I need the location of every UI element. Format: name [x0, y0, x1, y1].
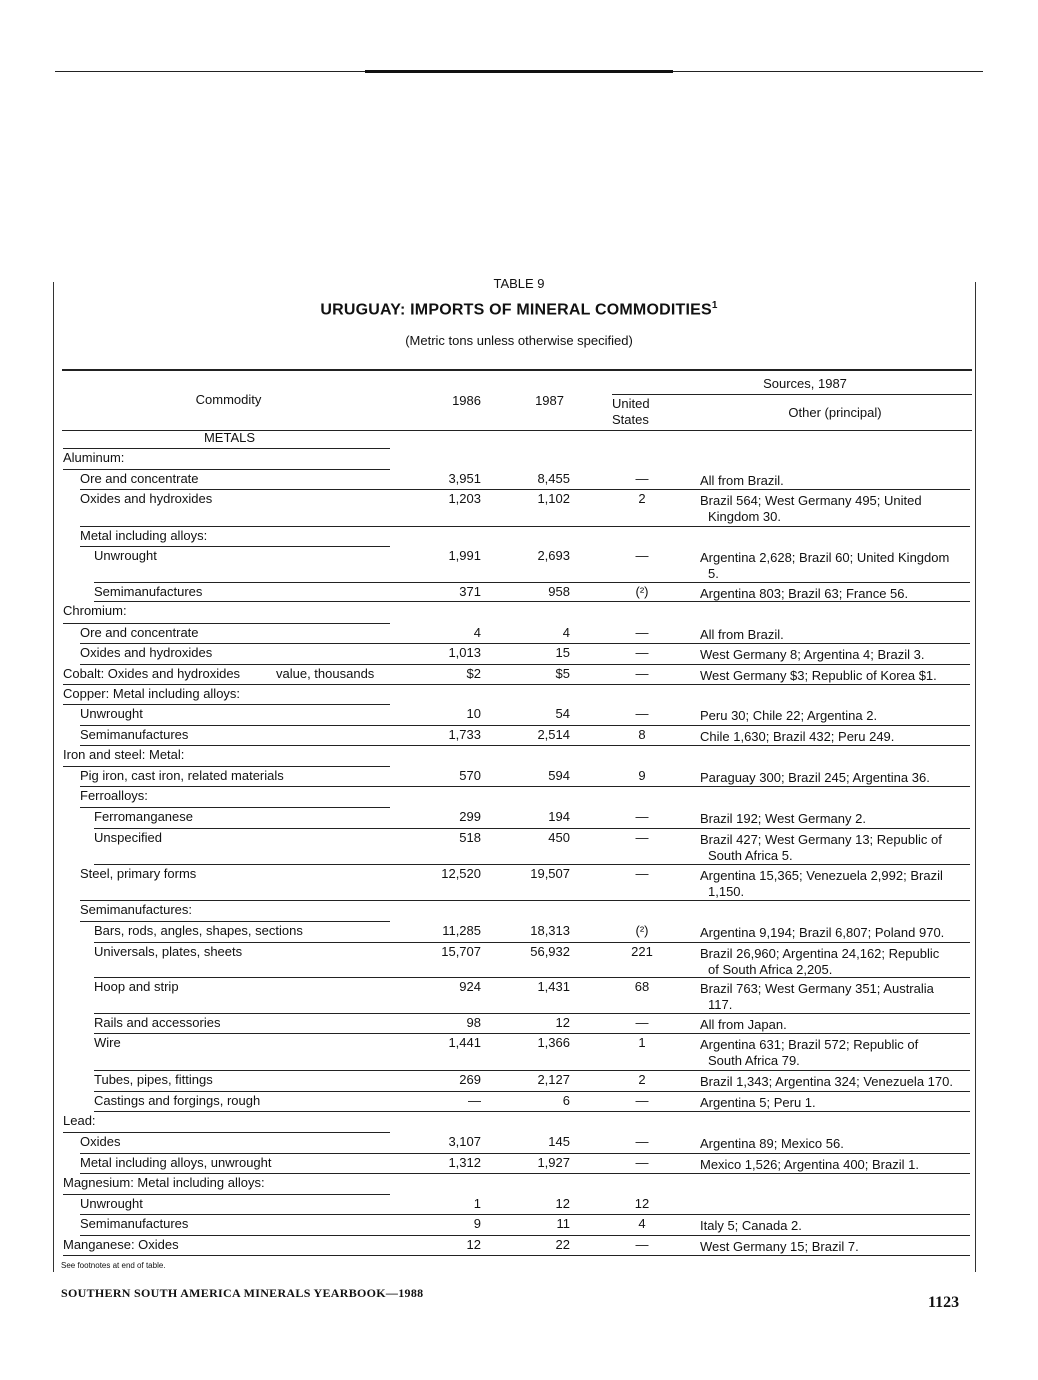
row-rule — [63, 704, 390, 705]
commodity-label: Semimanufactures — [80, 727, 189, 742]
value-1986: — — [468, 1093, 481, 1108]
table-row — [0, 727, 1038, 747]
value-1987: 22 — [555, 1237, 570, 1252]
row-rule — [80, 1173, 970, 1174]
table-row — [0, 747, 1038, 767]
value-united-states: — — [635, 1155, 649, 1170]
value-other-sources — [700, 1095, 970, 1111]
row-rule — [94, 864, 970, 865]
value-1986: 3,107 — [448, 1134, 481, 1149]
commodity-label: Ore and concentrate — [80, 625, 199, 640]
row-rule — [63, 1132, 390, 1133]
value-other-sources — [700, 1017, 970, 1033]
unit-label: value, thousands — [276, 666, 375, 681]
row-rule — [80, 489, 970, 490]
commodity-label: Oxides and hydroxides — [80, 645, 213, 660]
value-1986: 570 — [459, 768, 481, 783]
value-1987: 1,927 — [537, 1155, 570, 1170]
value-1987: 1,431 — [537, 979, 570, 994]
value-united-states: — — [635, 830, 649, 845]
value-united-states: — — [635, 866, 649, 881]
value-united-states: 8 — [638, 727, 646, 742]
value-other-sources — [700, 1218, 970, 1234]
value-united-states: — — [635, 471, 649, 486]
footnote: See footnotes at end of table. — [61, 1261, 166, 1270]
value-1986: 924 — [459, 979, 481, 994]
commodity-label: Unwrought — [94, 548, 157, 563]
value-1986: 11,285 — [442, 923, 481, 938]
row-rule — [63, 448, 390, 449]
row-rule — [80, 900, 970, 901]
table-row — [0, 1113, 1038, 1133]
value-1986: 98 — [466, 1015, 481, 1030]
header-1986: 1986 — [452, 393, 481, 408]
table-row — [0, 1134, 1038, 1154]
other-sources-line: Brazil 1,343; Argentina 324; Venezuela 170. — [700, 1074, 953, 1089]
table-row — [0, 528, 1038, 548]
commodity-label: Cobalt: Oxides and hydroxides — [63, 666, 241, 681]
other-sources-line: All from Brazil. — [700, 473, 784, 488]
value-other-sources — [700, 981, 970, 1013]
row-rule — [63, 1255, 970, 1256]
other-sources-line: All from Japan. — [700, 1017, 787, 1032]
value-other-sources — [700, 647, 970, 663]
row-rule — [63, 1194, 390, 1195]
other-sources-continuation: 117. — [708, 997, 733, 1012]
table-row — [0, 768, 1038, 788]
value-united-states: — — [635, 1134, 649, 1149]
other-sources-continuation: 5. — [708, 566, 719, 581]
other-sources-line: Argentina 803; Brazil 63; France 56. — [700, 586, 909, 601]
table-row — [0, 491, 1038, 524]
table-row — [0, 603, 1038, 623]
value-1987: 11 — [556, 1216, 570, 1231]
commodity-label: Unwrought — [80, 1196, 143, 1211]
value-1986: 10 — [466, 706, 481, 721]
commodity-label: Tubes, pipes, fittings — [94, 1072, 213, 1087]
commodity-label: Copper: Metal including alloys: — [63, 686, 241, 701]
table-row — [0, 979, 1038, 1012]
table-row — [0, 706, 1038, 726]
table-row — [0, 686, 1038, 706]
value-1986: 1,991 — [448, 548, 481, 563]
table-row — [0, 1175, 1038, 1195]
table-label: TABLE 9 — [493, 276, 545, 291]
section-heading: METALS — [203, 430, 256, 445]
commodity-label: Lead: — [63, 1113, 96, 1128]
row-rule — [94, 1091, 970, 1092]
value-united-states: 9 — [638, 768, 646, 783]
value-united-states: — — [635, 1015, 649, 1030]
value-united-states: — — [635, 645, 649, 660]
row-rule — [80, 546, 390, 547]
table-row — [0, 923, 1038, 943]
other-sources-line: Brazil 427; West Germany 13; Republic of — [700, 832, 942, 847]
value-united-states: (²) — [635, 584, 649, 599]
other-sources-line: West Germany 15; Brazil 7. — [700, 1239, 859, 1254]
other-sources-line: Argentina 2,628; Brazil 60; United Kingdom — [700, 550, 950, 565]
row-rule — [80, 807, 390, 808]
value-1987: 12 — [555, 1015, 570, 1030]
table-title: URUGUAY: IMPORTS OF MINERAL COMMODITIES$^1$ — [320, 300, 718, 319]
value-united-states: 221 — [631, 944, 653, 959]
commodity-label: Ferroalloys: — [80, 788, 148, 803]
commodity-label: Oxides and hydroxides — [80, 491, 213, 506]
row-rule — [63, 623, 390, 624]
value-other-sources — [700, 770, 970, 786]
header-sources: Sources, 1987 — [763, 376, 847, 391]
value-1987: 15 — [555, 645, 570, 660]
value-1986: 1,312 — [448, 1155, 481, 1170]
value-1986: 1,013 — [448, 645, 481, 660]
value-other-sources — [700, 925, 970, 941]
value-1986: 269 — [459, 1072, 481, 1087]
value-united-states: 2 — [638, 491, 646, 506]
value-other-sources — [700, 868, 970, 900]
other-sources-line: Brazil 763; West Germany 351; Australia — [700, 981, 934, 996]
commodity-label: Metal including alloys: — [80, 528, 208, 543]
row-rule — [94, 1111, 970, 1112]
value-1986: 1 — [473, 1196, 481, 1211]
other-sources-line: Argentina 9,194; Brazil 6,807; Poland 970. — [700, 925, 945, 940]
row-rule — [94, 977, 970, 978]
value-1987: 19,507 — [530, 866, 570, 881]
value-1986: 9 — [473, 1216, 481, 1231]
commodity-label: Ferromanganese — [94, 809, 193, 824]
value-1986: 1,733 — [448, 727, 481, 742]
row-rule — [80, 1214, 970, 1215]
value-other-sources — [700, 550, 970, 582]
value-1987: 194 — [548, 809, 570, 824]
row-rule — [94, 942, 970, 943]
other-sources-line: Chile 1,630; Brazil 432; Peru 249. — [700, 729, 895, 744]
value-other-sources — [700, 832, 970, 864]
row-rule — [63, 469, 390, 470]
commodity-label: Hoop and strip — [94, 979, 179, 994]
value-other-sources — [700, 1037, 970, 1069]
value-1987: 2,127 — [537, 1072, 570, 1087]
row-rule — [63, 684, 970, 685]
table-row — [0, 666, 1038, 686]
commodity-label: Ore and concentrate — [80, 471, 199, 486]
other-sources-line: Brazil 26,960; Argentina 24,162; Republic — [700, 946, 940, 961]
row-rule — [80, 664, 970, 665]
sources-rule — [612, 394, 972, 395]
value-1987: 12 — [555, 1196, 570, 1211]
header-rule-top — [62, 369, 972, 371]
table-subtitle: (Metric tons unless otherwise specified) — [405, 333, 633, 348]
value-1986: 3,951 — [448, 471, 481, 486]
value-1986: 299 — [459, 809, 481, 824]
other-sources-line: Argentina 15,365; Venezuela 2,992; Brazil — [700, 868, 943, 883]
table-row — [0, 944, 1038, 977]
commodity-label: Pig iron, cast iron, related materials — [80, 768, 284, 783]
row-rule — [94, 1013, 970, 1014]
value-1987: 54 — [555, 706, 570, 721]
commodity-label: Magnesium: Metal including alloys: — [63, 1175, 265, 1190]
other-sources-line: Brazil 564; West Germany 495; United — [700, 493, 922, 508]
value-1986: 1,203 — [448, 491, 481, 506]
value-united-states: 1 — [638, 1035, 646, 1050]
row-rule — [80, 643, 970, 644]
commodity-label: Wire — [94, 1035, 121, 1050]
table-row — [0, 809, 1038, 829]
value-other-sources — [700, 1157, 970, 1173]
value-1987: 1,366 — [537, 1035, 570, 1050]
value-1987: 594 — [548, 768, 570, 783]
commodity-label: Bars, rods, angles, shapes, sections — [94, 923, 303, 938]
value-1987: 2,693 — [537, 548, 570, 563]
commodity-label: Steel, primary forms — [80, 866, 197, 881]
other-sources-line: Argentina 631; Brazil 572; Republic of — [700, 1037, 919, 1052]
table-row — [0, 548, 1038, 581]
table-row — [0, 788, 1038, 808]
commodity-label: Oxides — [80, 1134, 121, 1149]
value-1987: $5 — [555, 666, 570, 681]
value-other-sources — [700, 729, 970, 745]
commodity-label: Semimanufactures — [80, 1216, 189, 1231]
row-rule — [94, 1070, 970, 1071]
commodity-label: Aluminum: — [63, 450, 125, 465]
value-1986: 15,707 — [441, 944, 481, 959]
table-row — [0, 830, 1038, 863]
other-sources-line: Argentina 5; Peru 1. — [700, 1095, 816, 1110]
other-sources-continuation: 1,150. — [708, 884, 745, 899]
table-row — [0, 1237, 1038, 1257]
value-1987: 2,514 — [537, 727, 570, 742]
value-1987: 145 — [548, 1134, 570, 1149]
other-sources-line: Argentina 89; Mexico 56. — [700, 1136, 844, 1151]
row-rule — [63, 766, 390, 767]
value-other-sources — [700, 668, 970, 684]
table-row — [0, 1015, 1038, 1035]
commodity-label: Unspecified — [94, 830, 162, 845]
value-united-states: — — [635, 1237, 649, 1252]
table-row — [0, 902, 1038, 922]
table-row — [0, 645, 1038, 665]
other-sources-line: Paraguay 300; Brazil 245; Argentina 36. — [700, 770, 930, 785]
value-united-states: 4 — [638, 1216, 646, 1231]
value-united-states: 68 — [634, 979, 650, 994]
row-rule — [94, 1033, 970, 1034]
commodity-label: Castings and forgings, rough — [94, 1093, 261, 1108]
table-row — [0, 1155, 1038, 1175]
value-united-states: — — [635, 809, 649, 824]
value-1987: 56,932 — [530, 944, 570, 959]
row-rule — [80, 1153, 970, 1154]
value-united-states: — — [635, 706, 649, 721]
row-rule — [80, 921, 390, 922]
row-rule — [80, 725, 970, 726]
value-united-states: — — [635, 548, 649, 563]
value-1986: 518 — [459, 830, 481, 845]
header-1987: 1987 — [535, 393, 564, 408]
commodity-label: Semimanufactures — [94, 584, 203, 599]
commodity-label: Metal including alloys, unwrought — [80, 1155, 272, 1170]
table-row — [0, 1093, 1038, 1113]
row-rule — [94, 828, 970, 829]
other-sources-line: Peru 30; Chile 22; Argentina 2. — [700, 708, 878, 723]
commodity-label: Chromium: — [63, 603, 127, 618]
value-1987: 1,102 — [537, 491, 570, 506]
value-1986: 12,520 — [441, 866, 481, 881]
value-1986: $2 — [466, 666, 481, 681]
value-united-states: — — [635, 625, 649, 640]
row-rule — [80, 786, 970, 787]
row-rule — [80, 1235, 970, 1236]
value-1986: 12 — [466, 1237, 481, 1252]
table-row — [0, 1196, 1038, 1216]
table-row — [0, 625, 1038, 645]
commodity-label: Rails and accessories — [94, 1015, 221, 1030]
value-other-sources — [700, 1239, 970, 1255]
commodity-label: Unwrought — [80, 706, 143, 721]
other-sources-continuation: South Africa 5. — [708, 848, 793, 863]
table-row — [0, 1035, 1038, 1068]
header-other: Other (principal) — [788, 405, 882, 420]
value-other-sources — [700, 586, 970, 602]
value-united-states: (²) — [635, 923, 649, 938]
table-row — [0, 1216, 1038, 1236]
other-sources-line: Italy 5; Canada 2. — [700, 1218, 802, 1233]
table-row — [0, 866, 1038, 899]
other-sources-continuation: South Africa 79. — [708, 1053, 800, 1068]
row-rule — [80, 745, 970, 746]
header-united-states: United States — [612, 396, 650, 427]
value-other-sources — [700, 473, 970, 489]
value-other-sources — [700, 493, 970, 525]
other-sources-line: Mexico 1,526; Argentina 400; Brazil 1. — [700, 1157, 919, 1172]
value-1987: 4 — [562, 625, 570, 640]
value-1986: 371 — [459, 584, 481, 599]
commodity-label: Manganese: Oxides — [63, 1237, 179, 1252]
value-1987: 450 — [548, 830, 570, 845]
value-1986: 1,441 — [448, 1035, 481, 1050]
other-sources-continuation: Kingdom 30. — [708, 509, 781, 524]
row-rule — [94, 601, 970, 602]
value-other-sources — [700, 1136, 970, 1152]
other-sources-line: Brazil 192; West Germany 2. — [700, 811, 866, 826]
value-united-states: 12 — [634, 1196, 650, 1211]
commodity-label: Iron and steel: Metal: — [63, 747, 185, 762]
running-footer: SOUTHERN SOUTH AMERICA MINERALS YEARBOOK—1988 — [61, 1286, 424, 1300]
row-rule — [94, 582, 970, 583]
other-sources-line: West Germany $3; Republic of Korea $1. — [700, 668, 937, 683]
value-united-states: — — [635, 1093, 649, 1108]
table-row — [0, 430, 1038, 450]
commodity-label: Universals, plates, sheets — [94, 944, 243, 959]
page-number: 1123 — [928, 1294, 960, 1311]
other-sources-line: All from Brazil. — [700, 627, 784, 642]
top-rule-thick — [365, 70, 673, 73]
header-commodity: Commodity — [195, 392, 262, 407]
value-united-states: 2 — [638, 1072, 646, 1087]
value-other-sources — [700, 708, 970, 724]
row-rule — [80, 526, 970, 527]
table-row — [0, 1072, 1038, 1092]
other-sources-line: West Germany 8; Argentina 4; Brazil 3. — [700, 647, 925, 662]
commodity-label: Semimanufactures: — [80, 902, 192, 917]
value-other-sources — [700, 811, 970, 827]
value-1987: 6 — [562, 1093, 570, 1108]
value-other-sources — [700, 946, 970, 978]
table-row — [0, 471, 1038, 491]
value-other-sources — [700, 627, 970, 643]
value-united-states: — — [635, 666, 649, 681]
value-other-sources — [700, 1074, 970, 1090]
value-1987: 18,313 — [530, 923, 570, 938]
table-row — [0, 450, 1038, 470]
other-sources-continuation: of South Africa 2,205. — [708, 962, 833, 977]
value-1987: 8,455 — [537, 471, 570, 486]
value-1987: 958 — [548, 584, 570, 599]
value-1986: 4 — [473, 625, 481, 640]
